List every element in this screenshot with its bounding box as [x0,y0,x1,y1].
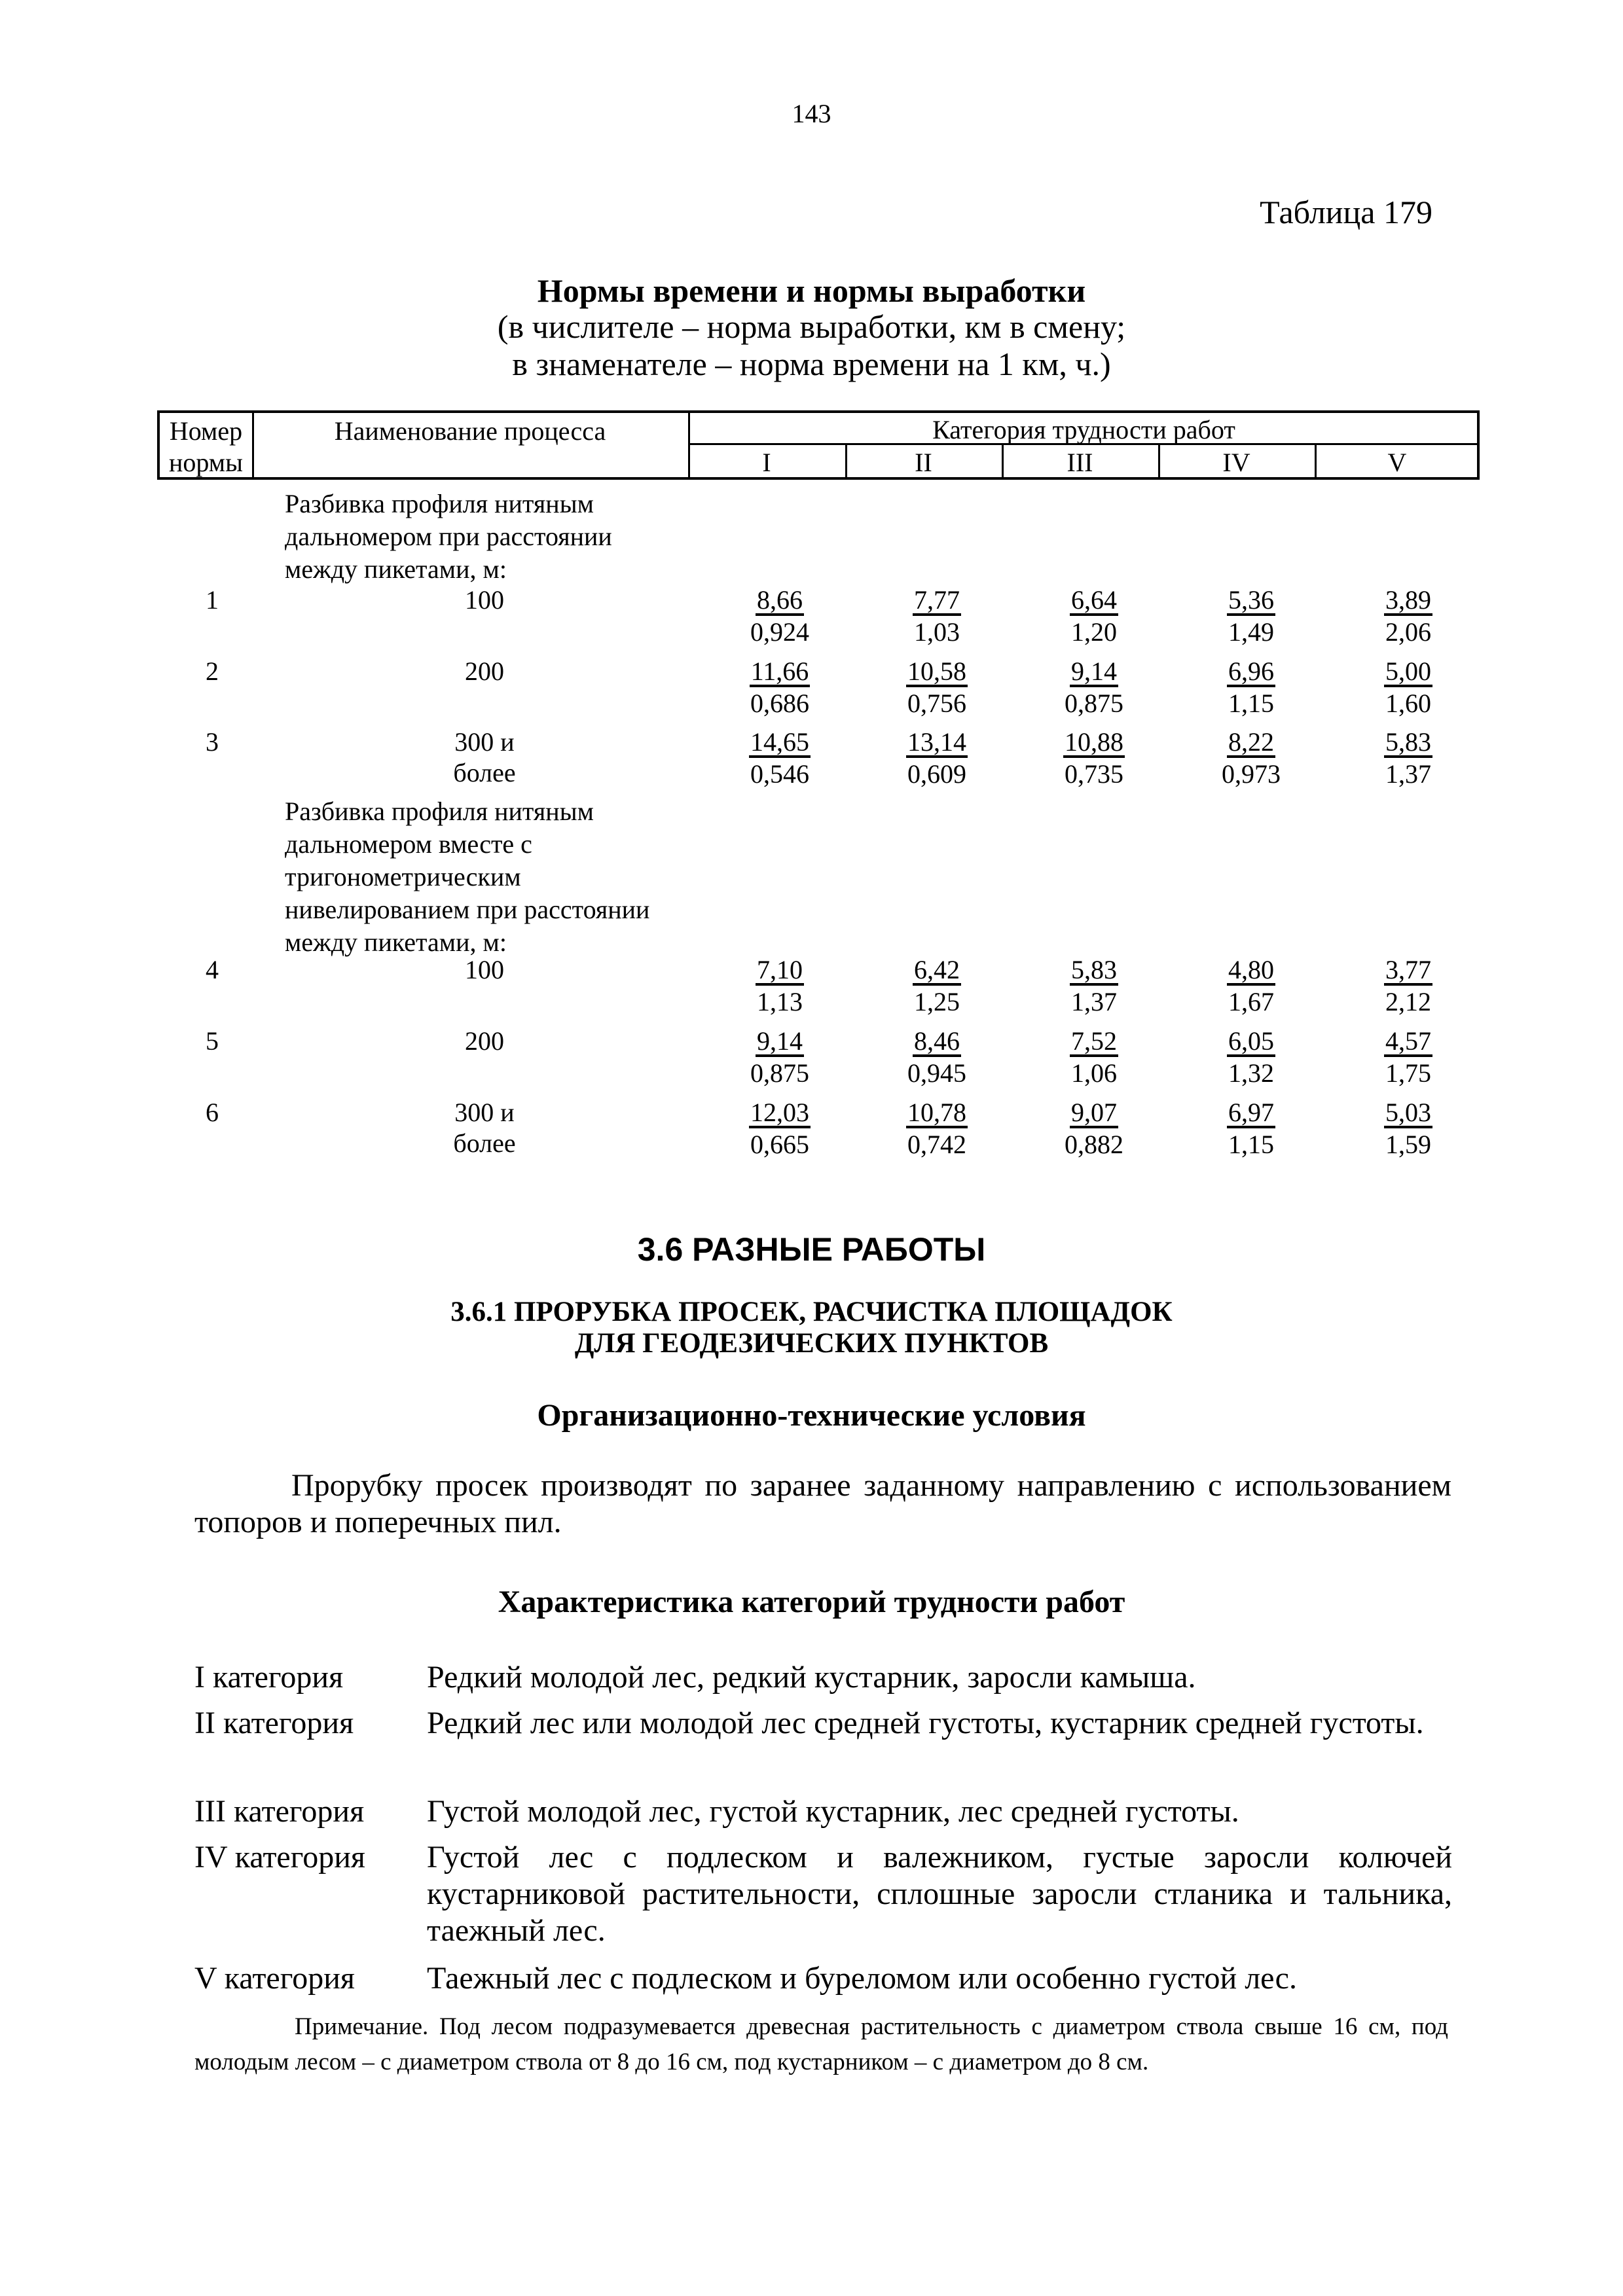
value-cell: $\frac{9,07}{0,882}$ [1065,1098,1123,1159]
value-cell: $\frac{8,22}{0,973}$ [1222,727,1281,789]
row-number: 6 [206,1098,219,1127]
row-name: 200 [465,656,504,686]
value-cell: $\frac{10,78}{0,742}$ [907,1098,966,1159]
value-cell: $\frac{10,58}{0,756}$ [907,656,966,718]
row-name: 100 [465,585,504,615]
row-name: 300 и более [453,1098,516,1158]
table-subtitle-line1: (в числителе – норма выработки, км в смену; [497,308,1126,345]
header-number-line1: Номер [169,416,243,446]
value-cell: $\frac{6,96}{1,15}$ [1228,656,1274,718]
value-cell: $\frac{5,36}{1,49}$ [1228,585,1274,647]
value-cell: $\frac{3,77}{2,12}$ [1385,955,1431,1016]
category-description: Редкий лес или молодой лес средней густоты, кустарник средней густоты. [427,1706,1424,1740]
value-cell: $\frac{4,57}{1,75}$ [1385,1026,1431,1088]
value-cell: $\frac{10,88}{0,735}$ [1065,727,1123,789]
table-label: Таблица 179 [1260,194,1432,230]
row-name: 200 [465,1026,504,1056]
value-cell: $\frac{8,66}{0,924}$ [750,585,809,647]
subsection-title-line1: 3.6.1 ПРОРУБКА ПРОСЕК, РАСЧИСТКА ПЛОЩАДОК [450,1297,1173,1327]
value-cell: $\frac{5,83}{1,37}$ [1385,727,1431,789]
row-number: 5 [206,1026,219,1056]
value-cell: $\frac{7,10}{1,13}$ [757,955,803,1016]
row-number: 3 [206,727,219,757]
table-header [157,410,1480,480]
row-name: 100 [465,955,504,984]
value-cell: $\frac{4,80}{1,67}$ [1228,955,1274,1016]
row-number: 1 [206,585,219,615]
row-number: 4 [206,955,219,984]
category-description: Густой лес с подлеском и валежником, густые заросли колючей кустарниковой растительности, сплошные заросли стланика и тальника, таежный лес. [427,1840,1452,1948]
group-1-description: Разбивка профиля нитяным дальномером при расстоянии между пикетами, м: [285,489,612,584]
value-cell: $\frac{11,66}{0,686}$ [750,656,809,718]
category-label: I категория [194,1660,344,1695]
value-cell: $\frac{6,05}{1,32}$ [1228,1026,1274,1088]
header-category-iv: IV [1222,448,1250,477]
row-name: 300 и более [453,727,516,787]
table-subtitle-line2: в знаменателе – норма времени на 1 км, ч.) [512,346,1111,382]
value-cell: $\frac{5,03}{1,59}$ [1385,1098,1431,1159]
header-process-name: Наименование процесса [334,416,606,446]
section-title: 3.6 РАЗНЫЕ РАБОТЫ [637,1231,986,1268]
row-number: 2 [206,656,219,686]
table-title: Нормы времени и нормы выработки [537,272,1086,309]
value-cell: $\frac{7,77}{1,03}$ [914,585,960,647]
header-category-v: V [1387,448,1407,477]
page-number: 143 [792,99,831,128]
category-description: Редкий молодой лес, редкий кустарник, заросли камыша. [427,1660,1196,1695]
note: Примечание. Под лесом подразумевается древесная растительность с диаметром ствола свыше 16 см, под молодым лесом – с диаметром ствола от 8 до 16 см, под кустарником – с диаметром до 8 см. [194,2013,1448,2075]
value-cell: $\frac{5,00}{1,60}$ [1385,656,1431,718]
org-conditions-title: Организационно-технические условия [537,1398,1086,1433]
value-cell: $\frac{8,46}{0,945}$ [907,1026,966,1088]
category-label: V категория [194,1961,355,1996]
group-2-description: Разбивка профиля нитяным дальномером вместе с тригонометрическим нивелированием при расстоянии между пикетами, м: [285,797,650,957]
value-cell: $\frac{3,89}{2,06}$ [1385,585,1431,647]
value-cell: $\frac{5,83}{1,37}$ [1071,955,1117,1016]
subsection-title-line2: ДЛЯ ГЕОДЕЗИЧЕСКИХ ПУНКТОВ [574,1328,1049,1359]
category-label: II категория [194,1706,354,1740]
value-cell: $\frac{6,64}{1,20}$ [1071,585,1117,647]
header-category-i: I [762,448,771,477]
category-label: IV категория [194,1840,365,1874]
category-characteristics-title: Характеристика категорий трудности работ [498,1585,1125,1619]
value-cell: $\frac{6,42}{1,25}$ [914,955,960,1016]
header-category-iii: III [1067,448,1093,477]
header-number-line2: нормы [169,448,243,477]
value-cell: $\frac{14,65}{0,546}$ [750,727,809,789]
value-cell: $\frac{9,14}{0,875}$ [750,1026,809,1088]
category-description: Таежный лес с подлеском и буреломом или особенно густой лес. [427,1961,1297,1996]
org-conditions-paragraph: Прорубку просек производят по заранее заданному направлению с использованием топоров и поперечных пил. [194,1468,1451,1539]
value-cell: $\frac{6,97}{1,15}$ [1228,1098,1274,1159]
value-cell: $\frac{13,14}{0,609}$ [907,727,966,789]
value-cell: $\frac{9,14}{0,875}$ [1065,656,1123,718]
header-category-ii: II [915,448,932,477]
value-cell: $\frac{12,03}{0,665}$ [750,1098,809,1159]
value-cell: $\frac{7,52}{1,06}$ [1071,1026,1117,1088]
category-description: Густой молодой лес, густой кустарник, лес средней густоты. [427,1794,1239,1829]
header-category-group: Категория трудности работ [932,415,1235,444]
category-label: III категория [194,1794,365,1829]
